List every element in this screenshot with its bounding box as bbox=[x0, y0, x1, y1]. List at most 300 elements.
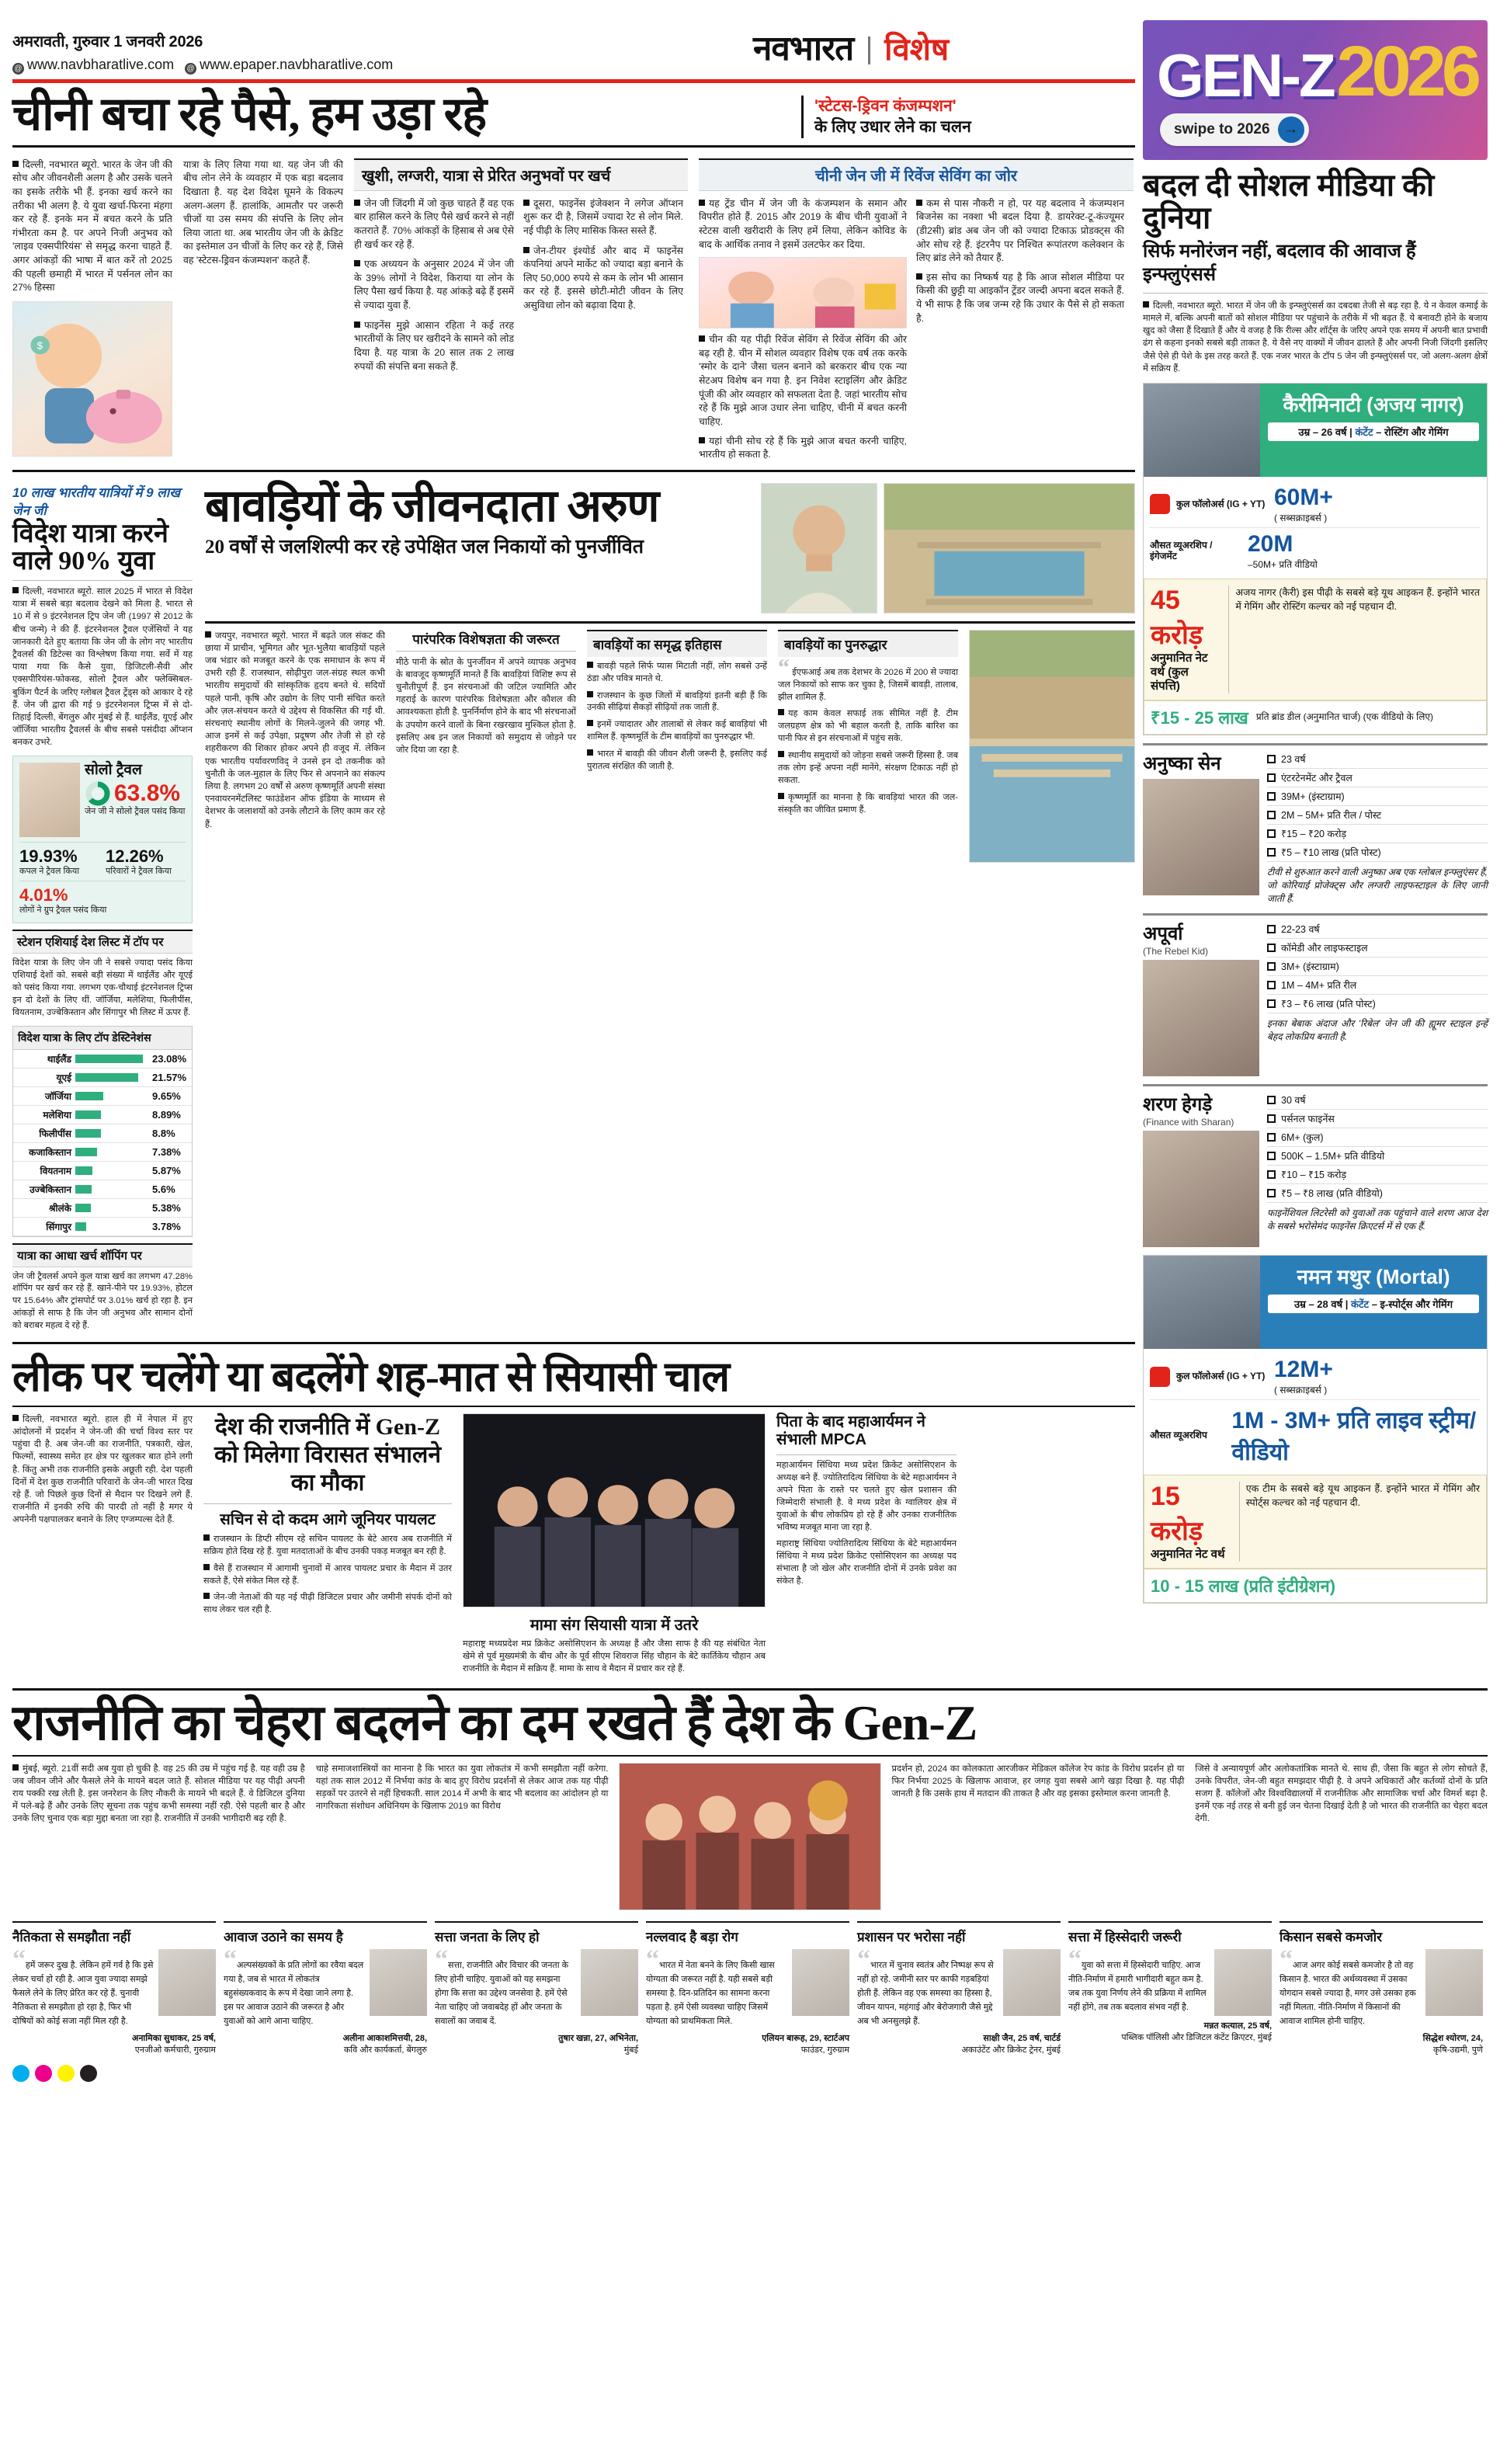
chart-bar bbox=[75, 1185, 92, 1194]
attr-text: कॉमेडी और लाइफस्टाइल bbox=[1281, 943, 1368, 954]
influencer-attribute bbox=[1267, 750, 1488, 769]
quote-open-icon: “ bbox=[778, 654, 790, 680]
chart-bar-track bbox=[75, 1092, 148, 1100]
chart-bar-track bbox=[75, 1166, 148, 1175]
quote-strip bbox=[12, 1921, 1488, 2056]
rail-body: दिल्ली, नवभारत ब्यूरो. भारत में जेन जी के इन्फ्लुएंसर्स का दबदबा तेजी से बढ़ रहा है. ये न केवल कमाई के मामले में, बल्कि अपनी बातों को सोशल मीडिया पर पहुंचाने के तरीके में भी बढ़त हैं. ये बनावटी होने के बजाय खुद को जैसा हैं दिखाते हैं और ये वजह है कि रील्स और शॉर्ट्स के जरिए अपने एक समय में अपनी बात प्रभावी ढंग से कहना इनको सबसे बड़ी ताकत है. ये वैसे नए वाक्यों में जीवन ढालते हैं और अपनी निजी जिंदगी इसलिए जैसे ऐसे ही पेशे के इस तरह करते हैं. एक नजर भारत के टॉप 5 जेन जी इन्फ्लुएंसर्स पर, जो अलग-अलग क्षेत्रों में सक्रिय हैं. bbox=[1143, 301, 1488, 374]
checkbox-icon bbox=[1267, 962, 1276, 971]
quote-open-icon: “ bbox=[857, 1944, 870, 1974]
attr-text: 1M – 4M+ प्रति रील bbox=[1281, 980, 1357, 991]
chart-bar-row bbox=[13, 1199, 192, 1218]
checkbox-icon bbox=[1267, 829, 1276, 838]
influencer-stat1-label: कुल फॉलोअर्स (IG + YT) bbox=[1176, 1371, 1266, 1382]
revenge-col-right bbox=[916, 197, 1124, 462]
black-dot-icon bbox=[80, 2065, 97, 2082]
quote-open-icon: “ bbox=[224, 1944, 237, 1974]
checkbox-icon bbox=[1267, 811, 1276, 819]
top-story-headline: चीनी बचा रहे पैसे, हम उड़ा रहे bbox=[12, 89, 487, 140]
spend-band bbox=[12, 1243, 193, 1267]
revival-item: कृष्णमूर्ति का मानना है कि बावड़ियां भारत की जल-संस्कृति का जीवित प्रमाण हैं. bbox=[778, 792, 958, 815]
influencer-note: फाइनेंशियल लिटरेसी को युवाओं तक पहुंचाने वाले शरण आज देश के सबसे भरोसेमंद फाइनेंस क्रिएटर्स में से एक हैं. bbox=[1267, 1208, 1488, 1232]
influencer-attribute bbox=[1267, 1128, 1488, 1147]
chart-bar-track bbox=[75, 1148, 148, 1156]
influencer-attribute bbox=[1267, 806, 1488, 825]
influencer-featured-card: कैरीमिनाटी (अजय नागर) उम्र – 26 वर्ष | कंटेंट – रोस्टिंग और गेमिंग कुल फॉलोअर्स (IG + YT) 60M+ ( सब्सक्राइबर्स ) औसत व्यूअरशिप / इंगेजमेंट 20M –50M+ प्रति वीडियो 45 करोड़ अनुमानित नेट वर्थ (कुल संपत्ति) अजय नागर (कैरी) इस पीढ़ी के सबसे बड़े यूथ आइकन हैं. इन्होंने भारत में गेमिंग और रोस्टिंग कल्चर को नई पहचान दी. ₹15 - 25 लाख प्रति ब्रांड डील (अनुमानित चार्ज) (एक वीडियो के लिए) bbox=[1143, 383, 1488, 735]
family-travel-pct: 12.26% bbox=[106, 846, 164, 866]
quote-title: सत्ता जनता के लिए हो bbox=[435, 1929, 540, 1944]
top-story-columns bbox=[12, 158, 1135, 462]
quote-text: सत्ता, राजनीति और विचार की जनता के लिए होनी चाहिए. युवाओं को यह समझना होगा कि सत्ता का उद्देश्य जनसेवा है. हमें ऐसे नेता चाहिए जो जवाबदेह हों और जनता के सवालों का जवाब दें. bbox=[435, 1960, 569, 2027]
stepwell-wide-illustration bbox=[970, 631, 1134, 862]
quote-card bbox=[1068, 1921, 1272, 2056]
quote-card bbox=[1280, 1921, 1483, 2056]
attr-text: ₹10 – ₹15 करोड़ bbox=[1281, 1169, 1347, 1180]
genz-flag-banner bbox=[1143, 20, 1488, 160]
baoli-col-revival bbox=[778, 630, 958, 863]
politics-subhead: देश की राजनीति में Gen-Z को मिलेगा विरासत संभालने का मौका bbox=[214, 1413, 442, 1496]
checkbox-icon bbox=[1267, 1189, 1276, 1197]
quote-text: अल्पसंख्यकों के प्रति लोगों का रवैया बदल गया है, जब से भारत में लोकतंत्र बहुसंख्यकवाद के रूप में देखा जाने लगा है. इस पर आवाज उठाने की जरूरत है और युवाओं को आगे आना चाहिए. bbox=[224, 1960, 364, 2027]
attr-text: 23 वर्ष bbox=[1281, 753, 1306, 765]
quote-open-icon: “ bbox=[646, 1944, 659, 1974]
chart-bar-row bbox=[13, 1050, 192, 1069]
checkbox-icon bbox=[1267, 1152, 1276, 1160]
influencer-networth-value: 45 करोड़ bbox=[1151, 585, 1203, 650]
revenge-subhead-band bbox=[699, 158, 1134, 191]
spend-item: जेन-टीयर इंश्योर्ड और बाद में फाइनेंस कंपनियां अपने मार्केट को ज्यादा बड़ा बनाने के लिए 50,000 रुपये से कम के लोन भी आसान कर रहे हैं. इससे छोटी-मोटी जीवन के लिए असुविधा लोन को बढ़ावा दिया है. bbox=[523, 245, 683, 311]
influencer-photo bbox=[1144, 384, 1260, 477]
piggy-bank-illustration bbox=[13, 302, 172, 456]
top-destinations-chart bbox=[12, 1026, 193, 1237]
illustration-shopping bbox=[699, 257, 907, 328]
influencer-deal-value: 10 - 15 लाख (प्रति इंटीग्रेशन) bbox=[1151, 1576, 1336, 1596]
baoli-headline: बावड़ियों के जीवनदाता अरुण bbox=[205, 480, 659, 531]
chart-bar-track bbox=[75, 1204, 148, 1212]
travel-story bbox=[12, 483, 193, 1333]
kicker-quote: 'स्टेटस-ड्रिवन कंजम्पशन' bbox=[814, 97, 957, 115]
checkbox-icon bbox=[1267, 981, 1276, 989]
top-story-col-2 bbox=[183, 158, 343, 462]
influencer-photo bbox=[1143, 960, 1259, 1076]
politics-body: दिल्ली, नवभारत ब्यूरो. हाल ही में नेपाल में हुए आंदोलनों में प्रदर्शन ने जेन-जी की चर्चा विश्व स्तर पर पहुंचा दी है. अब जेन-जी का राजनीति, पत्रकारी, खेल, फिल्मों, स्वास्थ्य समेत हर क्षेत्र पर खुलकर बात होने लगी है. किंतु अभी तक राजनीति इसके अछूती रही. देश पहली दिनों में देश कुछ राजनीति परिवारों के जेन-जी भारत दिख रहे हैं. जो पिछले कुछ दिनों से मैदान पर दिखने लगे हैं. राजनीति में इनकी रुचि की पारदी तो नहीं है मगर ये अपनेनी पक्षपालकर बनाने के लिए एग्जम्पल्स देते हैं. bbox=[12, 1414, 193, 1525]
influencer-attribute bbox=[1267, 787, 1488, 806]
checkbox-icon bbox=[1267, 792, 1276, 801]
group-travel-label: लोगों ने ग्रुप ट्रैवल पसंद किया bbox=[19, 905, 107, 916]
chart-value-label: 8.8% bbox=[152, 1127, 175, 1139]
influencer-attribute bbox=[1267, 1091, 1488, 1110]
chart-bar bbox=[75, 1110, 101, 1119]
bottom-col2: चाहे समाजशास्त्रियों का मानना है कि भारत का युवा लोकतंत्र में कभी समझौता नहीं करेगा. यहां तक साल 2012 में निर्भया कांड के बाद हुए विरोध प्रदर्शनों से लेकर आज तक यह पीढ़ी सड़कों पर उतरने से नहीं हिचकती. साल 2014 में अभी के बाद भी बदलाव का आंदोलन हो या नागरिकता संशोधन अधिनियम के खिलाफ 2019 का विरोध bbox=[315, 1764, 609, 1812]
quote-card bbox=[857, 1921, 1061, 2056]
attr-text: ₹5 – ₹8 लाख (प्रति वीडियो) bbox=[1281, 1188, 1383, 1199]
politics-col-mpca bbox=[776, 1413, 957, 1676]
quote-text: युवा को सत्ता में हिस्सेदारी चाहिए. आज नीति-निर्माण में हमारी भागीदारी बहुत कम है. जब तक युवा निर्णय लेने की प्रक्रिया में शामिल नहीं होंगे, तब तक बदलाव संभव नहीं है. bbox=[1068, 1960, 1207, 2013]
quote-card bbox=[646, 1921, 849, 2056]
influencer-stat2-label: औसत व्यूअरशिप / इंगेजमेंट bbox=[1150, 540, 1213, 562]
chart-bar-row bbox=[13, 1087, 192, 1106]
baoli-col-tradition bbox=[396, 630, 576, 863]
chart-value-label: 5.38% bbox=[152, 1201, 181, 1214]
quote-author: साक्षी जैन, 25 वर्ष, चार्टर्ड bbox=[983, 2033, 1061, 2043]
chart-value-label: 7.38% bbox=[152, 1145, 181, 1158]
attr-text: 22-23 वर्ष bbox=[1281, 924, 1320, 935]
history-item: इनमें ज्यादातर और तालाबों से लेकर कई बावड़ियां भी शामिल हैं. कृष्णमूर्ति के टीम बावड़ियों का पुनरुद्धार भी. bbox=[587, 720, 767, 742]
chart-bar bbox=[75, 1148, 97, 1156]
magenta-dot-icon bbox=[35, 2065, 52, 2082]
top-col1-text: दिल्ली, नवभारत ब्यूरो. भारत के जेन जी की सोच और जीवनशैली अलग है और उसके चलने का इसके तरीके भी हैं. इनका खर्च करने का तरीका भी अलग है. ये युवा खर्चा-फिरना मंहगा कर रहे हैं. इनके मन में बचत करने के प्रति गंभीरता कम है. पर अपने निजी अनुभव को 'लाइव एक्सपीरियंस' से समृद्ध करना चाहते हैं. अगर आंकड़ों की भाषा में बात करें तो 2025 की पहली छमाही में भारत में पर्सनल लोन का 27% हिस्सा bbox=[12, 158, 172, 294]
chart-bar bbox=[75, 1073, 138, 1082]
genz-logo: GEN-Z bbox=[1157, 41, 1334, 109]
baoli-subhead: 20 वर्षों से जलशिल्पी कर रहे उपेक्षित जल निकायों को पुनर्जीवित bbox=[205, 536, 644, 558]
quote-title: आवाज उठाने का समय है bbox=[224, 1929, 343, 1944]
quote-role: फाउंडर, गुरुग्राम bbox=[800, 2045, 849, 2055]
politics-story bbox=[12, 1355, 1135, 1675]
influencer-content-key: कंटेंट bbox=[1355, 426, 1373, 438]
quote-author: सिद्धेश श्योरण, 24, bbox=[1422, 2033, 1483, 2043]
chart-bar bbox=[75, 1092, 103, 1100]
quote-title: किसान सबसे कमजोर bbox=[1280, 1929, 1383, 1944]
spend-item: दूसरा, फाइनेंस इंजेक्शन ने लगेज ऑप्शन शुरू कर दी है, जिसमें ज्यादा रेट से लोन मिले. नई पीढ़ी के लिए मासिक किस्त सस्ते हैं. bbox=[523, 197, 683, 237]
solo-travel-infobox bbox=[12, 756, 193, 924]
influencer-photo bbox=[1143, 1131, 1259, 1247]
sachin-item: जेन-जी नेताओं की यह नई पीढ़ी डिजिटल प्रचार और जमीनी संपर्क दोनों को साथ लेकर चल रही है. bbox=[203, 1593, 452, 1615]
tradition-title: पारंपरिक विशेषज्ञता की जरूरत bbox=[396, 630, 576, 652]
politics-col-photo bbox=[463, 1413, 766, 1676]
masthead-left bbox=[12, 30, 556, 75]
checkbox-icon bbox=[1267, 925, 1276, 933]
chart-bar-track bbox=[75, 1222, 148, 1231]
chart-category-label: वियतनाम bbox=[40, 1165, 71, 1176]
influencer-name: कैरीमिनाटी (अजय नागर) bbox=[1283, 392, 1464, 416]
revenge-item: इस सोच का निष्कर्ष यह है कि आज सोशल मीडिया पर किसी की छुट्टी या आइकॉन ट्रेंडर जल्दी अपना बदल सकते हैं. ये भी साफ है कि जब जन्म रहे कि उधार के पैसे से हो सकता है. bbox=[916, 271, 1124, 324]
influencer-name: अपूर्वा bbox=[1143, 923, 1183, 944]
history-item: राजस्थान के कुछ जिलों में बावड़ियां इतनी बड़ी हैं कि उनकी सीढ़ियां सैकड़ों सीढ़ियों तक जाती हैं. bbox=[587, 690, 767, 713]
chart-category-label: सिंगापुर bbox=[46, 1221, 71, 1232]
quote-author: अलीना आकाशमित्तयी, 28, bbox=[342, 2033, 427, 2043]
influencer-cards bbox=[1143, 383, 1488, 1604]
chart-bar-track bbox=[75, 1073, 148, 1082]
travel-spend-body: जेन जी ट्रैवलर्स अपने कुल यात्रा खर्च का लगभग 47.28% शॉपिंग पर खर्च कर रहे हैं. खाने-पीने पर 19.93%, होटल पर 15.64% और ट्रांसपोर्ट पर 3.01% खर्च हो रहा है. इन आंकड़ों से साफ है कि जेन जी अनुभव और सामान दोनों को बराबर महत्व दे रहे हैं. bbox=[12, 1271, 193, 1331]
chart-value-label: 23.08% bbox=[152, 1052, 187, 1065]
revenge-subhead: चीनी जेन जी में रिवेंज सेविंग का जोर bbox=[814, 167, 1018, 185]
influencer-stat1-sub: ( सब्सक्राइबर्स ) bbox=[1274, 1385, 1328, 1395]
quote-title: नल्लवाद है बड़ा रोग bbox=[646, 1929, 738, 1944]
influencer-networth-label: अनुमानित नेट वर्थ (कुल संपत्ति) bbox=[1151, 651, 1208, 693]
sachin-title: सचिन से दो कदम आगे जूनियर पायलट bbox=[220, 1510, 436, 1528]
quote-role: एनजीओ कर्मचारी, गुरुग्राम bbox=[134, 2045, 216, 2055]
influencer-stat2-value: 1M - 3M+ प्रति लाइव स्ट्रीम/वीडियो bbox=[1231, 1408, 1477, 1465]
solo-travel-note: जेन जी ने सोलो ट्रैवल पसंद किया bbox=[85, 807, 186, 817]
mpca-body: महाआर्यमन सिंधिया मध्य प्रदेश क्रिकेट असोसिएशन के अध्यक्ष बने हैं. ज्योतिरादित्य सिंधिया के बेटे महाआर्यमन ने अपने पिता के रास्ते पर चलते हुए खेल प्रशासन की जिम्मेदारी संभाली है. वे मध्य प्रदेश के ग्वालियर क्षेत्र में युवाओं के बीच लोकप्रिय हो रहे हैं और उनका राजनीतिक भविष्य मजबूत माना जा रहा है. bbox=[776, 1460, 957, 1532]
avatar bbox=[581, 1949, 638, 2016]
travel-spend-title: यात्रा का आधा खर्च शॉपिंग पर bbox=[17, 1249, 142, 1263]
spend-items-grid bbox=[354, 197, 688, 374]
swipe-label: swipe to 2026 bbox=[1174, 121, 1270, 137]
top-story-header bbox=[12, 91, 1135, 139]
quote-role: कृषि-उद्यमी, पुणे bbox=[1432, 2045, 1483, 2055]
history-item: भारत में बावड़ी की जीवन शैली जरूरी है, इसलिए कई पुरातत्व संरक्षित की जाती है. bbox=[587, 749, 767, 772]
arun-portrait-photo bbox=[761, 483, 877, 613]
revenge-item: यह ट्रेंड चीन में जेन जी के कंजम्पशन के समान और विपरीत होते हैं. 2015 और 2019 के बीच चीनी युवाओं ने स्टेटस वाली खरीदारी के लिए हमें लिया, लेकिन कोविड के बाद के आर्थिक तनाव ने इसमें उलटफेर कर दिया. bbox=[699, 197, 907, 250]
chart-category-label: श्रीलंके bbox=[49, 1202, 71, 1214]
avatar bbox=[370, 1949, 427, 2016]
quote-role: कवि और कार्यकर्ता, बेंगलुरु bbox=[343, 2045, 427, 2055]
influencer-photo bbox=[1143, 779, 1259, 895]
globe-icon: @ bbox=[185, 63, 196, 75]
quote-open-icon: “ bbox=[12, 1944, 26, 1974]
rail-headline: बदल दी सोशल मीडिया की दुनिया bbox=[1143, 168, 1435, 236]
chart-bar-row bbox=[13, 1069, 192, 1087]
chart-category-label: मलेशिया bbox=[43, 1109, 71, 1121]
attr-text: 500K – 1.5M+ प्रति वीडियो bbox=[1281, 1151, 1385, 1162]
checkbox-icon bbox=[1267, 1170, 1276, 1179]
quote-author: एलियन बारूह, 29, स्टार्टअप bbox=[762, 2033, 849, 2043]
cmyk-registration-marks bbox=[12, 2065, 1488, 2082]
chart-value-label: 21.57% bbox=[152, 1071, 187, 1083]
quote-open-icon: “ bbox=[435, 1944, 448, 1974]
baoli-col-photo bbox=[969, 630, 1135, 863]
svg-text:$: $ bbox=[36, 339, 43, 352]
toplist-body: विदेश यात्रा के लिए जेन जी ने सबसे ज्यादा पसंद किया एशियाई देशों को. सबसे बड़ी संख्या में थाईलैंड और यूएई को पसंद किया गया. लगभग एक-चौथाई इंटरनेशनल ट्रिप्स इन दो देशों के लिए थीं. जॉर्जिया, मलेशिया, फिलीपींस, वियतनाम, उज्बेकिस्तान और सिंगापुर भी लिस्ट में ऊपर हैं. bbox=[12, 958, 193, 1017]
chart-bar bbox=[75, 1204, 91, 1212]
chart-bar-row bbox=[13, 1180, 192, 1199]
baoli-col-text bbox=[205, 630, 385, 863]
quote-author: तुषार खन्ना, 27, अभिनेता, bbox=[558, 2033, 638, 2043]
solo-travel-pct: 63.8% bbox=[114, 780, 181, 807]
rail-subhead: सिर्फ मनोरंजन नहीं, बदलाव की आवाज हैं इन्फ्लुएंसर्स bbox=[1143, 241, 1416, 285]
bottom-headline: राजनीति का चेहरा बदलने का दम रखते हैं देश के Gen-Z bbox=[12, 1694, 977, 1750]
attr-text: 3M+ (इंस्टाग्राम) bbox=[1281, 961, 1339, 972]
politics-headline: लीक पर चलेंगे या बदलेंगे शह-मात से सियासी चाल bbox=[12, 1354, 730, 1401]
influencer-note: इनका बेबाक अंदाज और 'रिबेल' जेन जी की ह्यूमर स्टाइल इन्हें बेहद लोकप्रिय बनाती है. bbox=[1267, 1018, 1488, 1043]
mama-body: महाराष्ट्र मध्यप्रदेश मप्र क्रिकेट असोसिएशन के अध्यक्ष हैं और जैसा साफ है की यह संबंधित नेता खेमे से पूर्व मुख्यमंत्री के बीच और के पूर्व सीएम शिवराज सिंह चौहान के बेटे कार्तिकेय चौहान अब राजनीति के मैदान में सक्रिय हैं. मामा के साथ वे मैदान में प्रचार कर रहे हैं. bbox=[463, 1639, 766, 1673]
quote-title: नैतिकता से समझौता नहीं bbox=[12, 1929, 131, 1944]
influencer-networth-value: 15 करोड़ bbox=[1151, 1482, 1203, 1546]
chart-category-label: जॉर्जिया bbox=[44, 1090, 71, 1102]
swipe-to-2026-button[interactable] bbox=[1160, 113, 1309, 146]
history-item: बावड़ी पहले सिर्फ प्यास मिटाती नहीं, लोग सबसे उन्हें ठंडा और पवित्र मानते थे. bbox=[587, 661, 767, 683]
travel-body: दिल्ली, नवभारत ब्यूरो. साल 2025 में भारत से विदेश यात्रा में सबसे बड़ा बदलाव देखने को मिला है. भारत से 10 में से 9 इंटरनेशनल ट्रिप जेन जी (1997 से 2012 के बीच जन्मे) ने की हैं. इंटरनेशनल ट्रैवल एजेंसियों ने यह जानकारी देते हुए बताया कि जेन जी के लोग नए भारतीय ट्रैवलर्स की डिटेल्स का विश्लेषण किया गया. सर्वे में यह पाया गया कि कैसे युवा, डिजिटली-सैवी और एक्सपीरियंस-फोकस्ड, सोलो ट्रैवल और फ्लेक्सिबल-बुकिंग पैटर्न के जरिए ग्लोबल ट्रैवल ट्रेंड्स को आकार दे रहे हैं. जेन जी द्वारा की गई 9 इंटरनेशनल ट्रिप्स में से दो-तिहाई दिल्ली, बेंगलुरु और मुंबई से हैं. थाईलैंड, यूएई और जॉर्जिया भारतीय ट्रैवलर्स के बीच सबसे पसंदीदा ऑप्शन बनकर उभरे. bbox=[12, 587, 193, 748]
illustration-saving-money bbox=[12, 301, 172, 457]
politics-col-sachin bbox=[203, 1413, 452, 1676]
checkbox-icon bbox=[1267, 1114, 1276, 1123]
influencer-stat1-value: 12M+ bbox=[1274, 1357, 1333, 1382]
travel-headline: विदेश यात्रा करने वाले 90% युवा bbox=[12, 519, 168, 576]
revival-item: यह काम केवल सफाई तक सीमित नहीं है. टीम जलग्रहण क्षेत्र को भी बहाल करती है, ताकि बारिश का पानी फिर से इन संरचनाओं में पहुंच सके. bbox=[778, 709, 958, 744]
chart-category-label: कजाकिस्तान bbox=[29, 1146, 71, 1158]
masthead-red-rule bbox=[12, 79, 1135, 83]
influencer-mini-card bbox=[1143, 743, 1488, 905]
spend-subhead-band bbox=[354, 158, 688, 191]
influencer-attribute bbox=[1267, 957, 1488, 976]
chart-bar-row bbox=[13, 1124, 192, 1143]
influencer-description: अजय नागर (कैरी) इस पीढ़ी के सबसे बड़े यूथ आइकन हैं. इन्होंने भारत में गेमिंग और रोस्टिंग कल्चर को नई पहचान दी. bbox=[1228, 586, 1480, 693]
title-divider bbox=[868, 36, 870, 64]
influencer-age: उम्र – 28 वर्ष bbox=[1293, 1298, 1343, 1310]
right-rail bbox=[1143, 169, 1488, 1604]
spend-item: जेन जी जिंदगी में जो कुछ चाहते हैं वह एक बार हासिल करने के लिए पैसे खर्च करने से नहीं कतराते हैं. 70% आंकड़ों के हिसाब से अब ऐसे ही खर्च कर रहे हैं. bbox=[354, 197, 514, 250]
chart-bar-row bbox=[13, 1218, 192, 1236]
section-label: विशेष bbox=[884, 32, 950, 67]
top-story-kicker bbox=[801, 96, 1135, 138]
chart-bars bbox=[13, 1050, 192, 1236]
quote-author: मन्नत कत्याल, 25 वर्ष, bbox=[1203, 2021, 1272, 2031]
checkbox-icon bbox=[1267, 773, 1276, 782]
revenge-col-left bbox=[699, 197, 907, 462]
stepwell-illustration bbox=[884, 484, 1134, 613]
influencer-handle: (The Rebel Kid) bbox=[1143, 946, 1209, 957]
politics-columns bbox=[12, 1413, 1135, 1676]
attr-text: 2M – 5M+ प्रति रील / पोस्ट bbox=[1281, 809, 1382, 821]
toplist-title: स्टेशन एशियाई देश लिस्ट में टॉप पर bbox=[17, 936, 164, 950]
chart-bar bbox=[75, 1129, 101, 1138]
shopping-illustration bbox=[700, 258, 906, 328]
quote-text: हमें जरूर दुख है. लेकिन हमें गर्व है कि इसे लेकर चर्चा हो रही है. आज युवा ज्यादा समझे फैसले लेने के लिए प्रेरित कर रहे हैं. चुनावी नैतिकता से समझौता हो रहा है, फिर भी दोषियों को कोई सजा नहीं मिल रही है. bbox=[12, 1960, 154, 2027]
youth-photo-illustration bbox=[620, 1764, 880, 1910]
top-story-col-1 bbox=[12, 158, 172, 462]
person-badge-icon bbox=[1150, 1367, 1170, 1387]
chart-bar bbox=[75, 1166, 92, 1175]
baoli-stepwell-photo bbox=[884, 483, 1135, 613]
influencer-content-label: – रोस्टिंग और गेमिंग bbox=[1373, 426, 1449, 438]
couple-travel-pct: 19.93% bbox=[19, 846, 78, 866]
influencer-stat2-label: औसत व्यूअरशिप bbox=[1150, 1429, 1207, 1441]
masthead-title-block bbox=[556, 23, 1146, 75]
person-badge-icon bbox=[1150, 494, 1170, 514]
group-travel-pct: 4.01% bbox=[19, 885, 68, 905]
influencer-stat2-value: 20M bbox=[1248, 530, 1293, 557]
chart-value-label: 5.6% bbox=[152, 1183, 175, 1195]
revenge-item: चीन की यह पीढ़ी रिवेंज सेविंग से रिवेंज सेविंग की ओर बढ़ रही है. चीन में सोशल व्यवहार विशेष एक वर्ष तक करके 'स्मोर के दाने' जैसा चलन बनाने को बरकरार बीच एक न्या सेटअप विशेष बन गया है. इन निवेश स्टाइलिंग और क्रेडिट पूंजी की ओर व्यवहार को सफलता देता है. जहां भारतीय सोच रहे हैं कि मुझे आज उधार लेना चाहिए, चीनी में बचत करनी चाहिए. bbox=[699, 334, 907, 427]
quote-text: भारत में चुनाव स्वतंत्र और निष्पक्ष रूप से नहीं हो रहे. जमीनी स्तर पर काफी गड़बड़ियां होती हैं. लेकिन वह एक समस्या का हिस्सा है, जीवन यापन, महंगाई और बेरोजगारी जैसे मुद्दे अब भी अनसुलझे हैं. bbox=[857, 1960, 994, 2027]
edition-date: अमरावती, गुरुवार 1 जनवरी 2026 bbox=[12, 33, 203, 50]
bottom-story bbox=[12, 1688, 1488, 1910]
quote-role: अकाउंटेंट और क्रिकेट ट्रेनर, मुंबई bbox=[961, 2045, 1061, 2055]
influencer-name: नमन मथुर (Mortal) bbox=[1297, 1265, 1450, 1288]
avatar bbox=[1003, 1949, 1061, 2016]
attr-text: 39M+ (इंस्टाग्राम) bbox=[1281, 791, 1345, 802]
quote-text: भारत में नेता बनने के लिए किसी खास योग्यता की जरूरत नहीं है. यही सबसे बड़ी समस्या है. दिन-प्रतिदिन का सामना करना पड़ता है. हमें ऐसी व्यवस्था चाहिए जिसमें योग्यता को प्राथमिकता मिले. bbox=[646, 1960, 775, 2027]
top-story-revenge-block bbox=[699, 158, 1134, 462]
chart-value-label: 3.78% bbox=[152, 1220, 181, 1232]
avatar bbox=[158, 1949, 216, 2016]
sachin-item: राजस्थान के डिप्टी सीएम रहे सचिन पायलट के बेटे आरव अब राजनीति में सक्रिय होते दिख रहे हैं. युवा मतदाताओं के बीच उनकी पकड़ मजबूत बन रही है. bbox=[203, 1534, 452, 1556]
row-travel-baoli bbox=[12, 480, 1135, 1333]
influencer-attribute bbox=[1267, 1147, 1488, 1166]
traveler-photo bbox=[19, 763, 80, 837]
chart-category-label: थाईलैंड bbox=[47, 1053, 71, 1065]
top-col2-text: यात्रा के लिए लिया गया था. यह जेन जी की बीच लोन लेने के व्यवहार में एक बड़ा बदलाव दिखाता है. यह देश विदेश घूमने के विकल्प अलग-अलग हैं. हालांकि, आमतौर पर जरूरी चीजों या उस समय की संपत्ति के लिए लोन लिया जाता था. अब भारतीय जेन जी के क्रेडिट का इस्तेमाल उन चीजों के लिए कर रहे हैं, जिसे वह 'स्टेटस-ड्रिवन कंजम्पशन' कहते हैं. bbox=[183, 158, 343, 266]
influencer-attribute bbox=[1267, 1166, 1488, 1184]
chart-bar-row bbox=[13, 1162, 192, 1180]
influencer-stat1-sub: ( सब्सक्राइबर्स ) bbox=[1274, 512, 1328, 523]
revenge-item: यहां चीनी सोच रहे हैं कि मुझे आज बचत करनी चाहिए, भारतीय हो सकता है. bbox=[699, 435, 907, 460]
influencer-attribute bbox=[1267, 769, 1488, 787]
influencer-attribute bbox=[1267, 843, 1488, 862]
quote-role: मुंबई bbox=[623, 2045, 638, 2055]
influencer-description: एक टीम के सबसे बड़े यूथ आइकन हैं. इन्होंने भारत में गेमिंग और स्पोर्ट्स कल्चर को नई पहचान दी. bbox=[1239, 1482, 1480, 1562]
arrow-right-icon: → bbox=[1278, 116, 1304, 143]
influencer-featured-card: नमन मथुर (Mortal) उम्र – 28 वर्ष | कंटेंट – इ-स्पोर्ट्स और गेमिंग कुल फॉलोअर्स (IG + YT) 12M+ ( सब्सक्राइबर्स ) औसत व्यूअरशिप 1M - 3M+ प्रति लाइव स्ट्रीम/वीडियो 15 करोड़ अनुमानित नेट वर्थ एक टीम के सबसे बड़े यूथ आइकन हैं. इन्होंने भारत में गेमिंग और स्पोर्ट्स कल्चर को नई पहचान दी. 10 - 15 लाख (प्रति इंटीग्रेशन) bbox=[1143, 1255, 1488, 1604]
yellow-dot-icon bbox=[57, 2065, 75, 2082]
quote-text: आज अगर कोई सबसे कमजोर है तो वह किसान है. भारत की अर्थव्यवस्था में उसका योगदान सबसे ज्यादा है, मगर उसे उसका हक नहीं मिलता. नीति-निर्माण में किसानों की आवाज शामिल होनी चाहिए. bbox=[1280, 1960, 1416, 2027]
quote-card bbox=[435, 1921, 638, 2056]
checkbox-icon bbox=[1267, 1096, 1276, 1104]
baoli-story bbox=[205, 480, 1135, 1333]
influencer-attribute bbox=[1267, 939, 1488, 957]
influencer-attribute bbox=[1267, 1184, 1488, 1203]
scindia-note: महाराष्ट्र सिंधिया ज्योतिरादित्य सिंधिया के बेटे महाआर्यमन सिंधिया ने मध्य प्रदेश क्रिकेट एसोसिएशन का अध्यक्ष पद संभाला है जो खेल और राजनीति दोनों में उनके प्रवेश का संकेत है. bbox=[776, 1539, 957, 1586]
avatar bbox=[1425, 1949, 1483, 2016]
attr-text: ₹3 – ₹6 लाख (प्रति पोस्ट) bbox=[1281, 999, 1376, 1010]
influencer-age: उम्र – 26 वर्ष bbox=[1298, 426, 1347, 438]
bottom-columns bbox=[12, 1763, 1488, 1910]
influencer-attribute bbox=[1267, 920, 1488, 939]
top-story-spend-block bbox=[354, 158, 688, 462]
bottom-col3: प्रदर्शन हो, 2024 का कोलकाता आरजीकर मेडिकल कॉलेज रेप कांड के विरोध प्रदर्शन हो या फिर निर्भया 2025 के खिलाफ आवाज, हर जगह युवा सबसे आगे खड़ा दिखा है. यह पीढ़ी जानती है कि उसके हाथ में मतदान की ताकत है और वह इसका इस्तेमाल करना जानती है. bbox=[891, 1764, 1185, 1799]
quote-open-icon: “ bbox=[1068, 1944, 1082, 1974]
baoli-col-history bbox=[587, 630, 767, 863]
chart-bar-track bbox=[75, 1129, 148, 1138]
quote-open-icon: “ bbox=[1280, 1944, 1293, 1974]
toplist-band bbox=[12, 930, 193, 954]
attr-text: ₹5 – ₹10 लाख (प्रति पोस्ट) bbox=[1281, 846, 1381, 858]
spend-subhead: खुशी, लग्जरी, यात्रा से प्रेरित अनुभवों पर खर्च bbox=[362, 167, 611, 185]
chart-bar-track bbox=[75, 1055, 148, 1063]
quote-title: सत्ता में हिस्सेदारी जरूरी bbox=[1068, 1929, 1182, 1944]
chart-value-label: 9.65% bbox=[152, 1090, 181, 1102]
bullet-icon bbox=[12, 161, 19, 167]
baoli-header bbox=[205, 480, 1135, 613]
website-link-epaper[interactable]: @ www.epaper.navbharatlive.com bbox=[185, 57, 393, 75]
chart-category-label: फिलीपींस bbox=[39, 1128, 71, 1139]
influencer-content-label: – इ-स्पोर्ट्स और गेमिंग bbox=[1369, 1298, 1453, 1310]
cyan-dot-icon bbox=[12, 2065, 30, 2082]
influencer-attribute bbox=[1267, 1110, 1488, 1128]
attr-text: ₹15 – ₹20 करोड़ bbox=[1281, 828, 1347, 839]
baoli-wide-photo bbox=[969, 630, 1135, 863]
checkbox-icon bbox=[1267, 944, 1276, 952]
influencer-mini-card bbox=[1143, 1084, 1488, 1247]
mama-title: मामा संग सियासी यात्रा में उतरे bbox=[530, 1616, 699, 1634]
quote-role: पब्लिक पॉलिसी और डिजिटल कंटेंट क्रिएटर, मुंबई bbox=[1121, 2032, 1272, 2042]
group-photo-illustration bbox=[464, 1414, 765, 1607]
youth-group-photo bbox=[619, 1763, 880, 1910]
chart-bar bbox=[75, 1055, 143, 1063]
website-link-main[interactable]: @ www.navbharatlive.com bbox=[12, 57, 174, 75]
history-title: बावड़ियों का समृद्ध इतिहास bbox=[587, 630, 767, 657]
quote-card bbox=[12, 1921, 216, 2056]
influencer-name: अनुष्का सेन bbox=[1143, 752, 1221, 774]
kicker-rest: के लिए उधार लेने का चलन bbox=[814, 118, 971, 137]
spend-item: एक अध्ययन के अनुसार 2024 में जेन जी के 39% लोगों ने विदेश, किराया या लोन के लिए पैसा खर्च किया है. यह आंकड़े बढ़े हैं इसमें से ज्यादा युवा हैं. bbox=[354, 259, 514, 311]
influencer-photo bbox=[1144, 1256, 1260, 1349]
influencer-note: टीवी से शुरुआत करने वाली अनुष्का अब एक ग्लोबल इन्फ्लुएंसर हैं, जो कोरियाई प्रोजेक्ट्स और लग्जरी लाइफस्टाइल के लिए जानी जाती हैं. bbox=[1267, 866, 1488, 904]
quote-author: अनामिका सुधाकर, 25 वर्ष, bbox=[131, 2033, 216, 2043]
chart-category-label: यूएई bbox=[56, 1072, 71, 1083]
donut-chart-icon bbox=[85, 780, 111, 807]
checkbox-icon bbox=[1267, 848, 1276, 857]
influencer-stat1-value: 60M+ bbox=[1274, 484, 1333, 510]
chart-category-label: उज्बेकिस्तान bbox=[30, 1183, 71, 1195]
bottom-col4: जिसे वे अन्यायपूर्ण और अलोकतांत्रिक मानते थे. साथ ही, जैसा कि बहुत से लोग सोचते हैं, उनके विपरीत, जेन-जी बहुत समझदार पीढ़ी है. वे अपने अधिकारों और कर्तव्यों दोनों के प्रति सजग हैं. कॉलेजों और विश्वविद्यालयों में राजनीतिक और सामाजिक चर्चा और विमर्श बढ़ा है. इनमें एक नई तरह से बनी हुई जन चेतना दिखाई देती है जो भारत की राजनीति का चेहरा बदल देगी. bbox=[1195, 1764, 1488, 1824]
revival-item: स्थानीय समुदायों को जोड़ना सबसे जरूरी हिस्सा है. जब तक लोग इन्हें अपना नहीं मानेंगे, संरक्षण टिकाऊ नहीं हो सकता. bbox=[778, 751, 958, 785]
revenge-item: कम से पास नौकरी न हो, पर यह बदलाव ने कंजम्पशन बिजनेस का नक्शा भी बदल दिया है. डायरेक्ट-टू-कंज्यूमर (डी2सी) ब्रांड अब जेन जी को ज्यादा टिकाऊ प्रोडक्ट्स की ओर सोच रहे हैं. इंटरनैप पर निश्चित रूपांतरण कलेक्शन के लिए ब्रांड लेने को तैयार हैं. bbox=[916, 197, 1124, 264]
chart-bar-track bbox=[75, 1185, 148, 1194]
masthead-urls bbox=[12, 57, 556, 75]
chart-value-label: 5.87% bbox=[152, 1164, 181, 1176]
travel-kicker: 10 लाख भारतीय यात्रियों में 9 लाख जेन जी bbox=[12, 485, 181, 518]
